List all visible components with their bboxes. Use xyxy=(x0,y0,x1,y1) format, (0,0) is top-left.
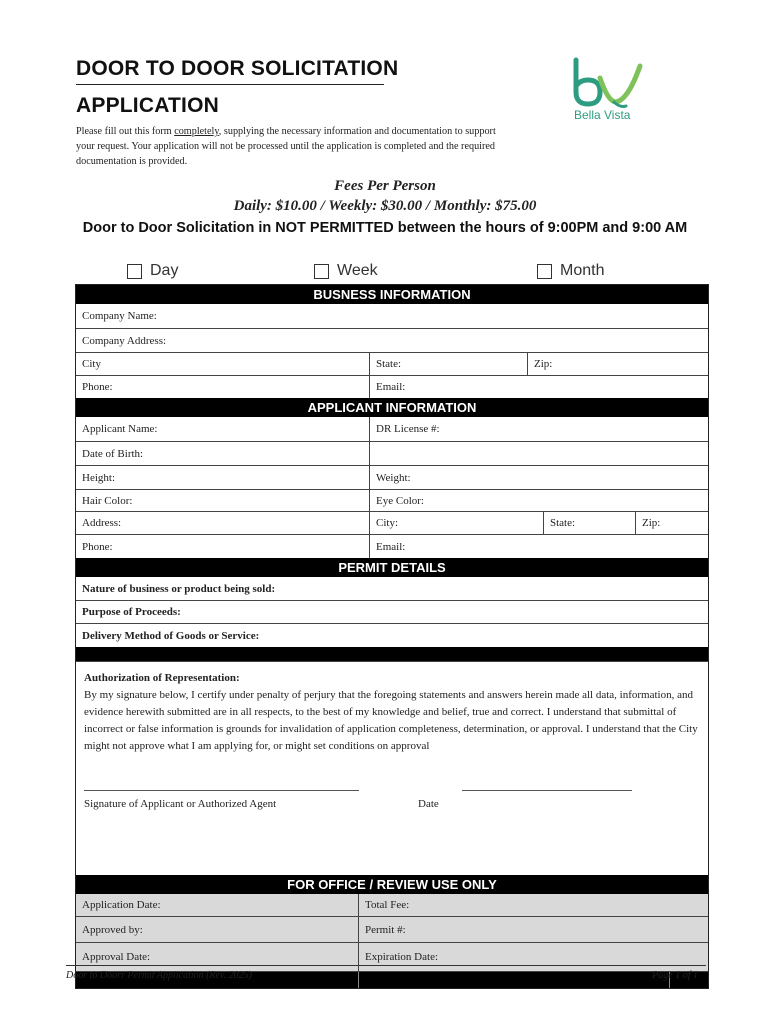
office-section-header: FOR OFFICE / REVIEW USE ONLY xyxy=(76,875,708,894)
intro-underlined: completely xyxy=(174,126,219,137)
business-phone-field[interactable]: Phone: xyxy=(82,381,113,393)
authorization-divider-bar xyxy=(76,647,708,661)
authorization-block xyxy=(76,661,708,875)
applicant-phone-field[interactable]: Phone: xyxy=(82,540,113,553)
permit-number-field[interactable]: Permit #: xyxy=(358,917,708,942)
applicant-city-field[interactable]: City: xyxy=(369,512,543,534)
intro-before: Please fill out this form xyxy=(76,126,175,137)
business-zip-field[interactable]: Zip: xyxy=(527,353,708,375)
nature-of-business-field[interactable]: Nature of business or product being sold: xyxy=(82,582,276,595)
page-title-line2: APPLICATION xyxy=(76,94,219,117)
option-month-label: Month xyxy=(560,262,605,279)
delivery-method-field[interactable]: Delivery Method of Goods or Service: xyxy=(82,629,260,642)
applicant-name-field[interactable]: Applicant Name: xyxy=(82,423,158,435)
intro-text xyxy=(76,124,496,169)
business-email-field[interactable]: Email: xyxy=(369,376,708,398)
option-week-label: Week xyxy=(337,262,378,279)
date-line[interactable] xyxy=(462,790,632,791)
empty-cell xyxy=(369,442,708,465)
fees-title: Fees Per Person xyxy=(334,178,436,194)
footer-page-number: Page 1 of 1 xyxy=(652,970,698,981)
checkbox-month[interactable] xyxy=(537,264,552,279)
logo-text: Bella Vista xyxy=(574,108,631,122)
footer-rule xyxy=(66,965,706,966)
applicant-zip-field[interactable]: Zip: xyxy=(635,512,708,534)
business-section-header: BUSNESS INFORMATION xyxy=(76,285,708,304)
authorization-heading: Authorization of Representation: xyxy=(84,672,240,684)
dr-license-field[interactable]: DR License #: xyxy=(369,417,708,441)
business-state-field[interactable]: State: xyxy=(369,353,527,375)
height-field[interactable]: Height: xyxy=(82,471,115,484)
checkbox-week[interactable] xyxy=(314,264,329,279)
footer-document-name: Door to Doorr Permit Application (Rev. 2025) xyxy=(66,970,252,981)
footer-bar-mid xyxy=(359,972,670,988)
option-day[interactable] xyxy=(127,262,178,280)
applicant-address-field[interactable]: Address: xyxy=(82,517,122,529)
permit-section-header: PERMIT DETAILS xyxy=(76,558,708,577)
application-form xyxy=(75,284,709,989)
company-name-field[interactable]: Company Name: xyxy=(82,310,157,322)
applicant-state-field[interactable]: State: xyxy=(543,512,635,534)
page-title-line1: DOOR TO DOOR SOLICITATION xyxy=(76,57,399,80)
approval-date-field[interactable]: Approval Date: xyxy=(82,951,151,963)
signature-line[interactable] xyxy=(84,790,359,791)
signature-label: Signature of Applicant or Authorized Agent xyxy=(84,798,277,810)
expiration-date-field[interactable]: Expiration Date: xyxy=(358,943,708,971)
applicant-email-field[interactable]: Email: xyxy=(369,535,708,558)
option-day-label: Day xyxy=(150,262,179,279)
hair-color-field[interactable]: Hair Color: xyxy=(82,494,133,507)
total-fee-field[interactable]: Total Fee: xyxy=(358,894,708,916)
fees-line: Daily: $10.00 / Weekly: $30.00 / Monthly: $75.00 xyxy=(233,198,537,214)
business-city-field[interactable]: City xyxy=(82,358,101,370)
application-date-field[interactable]: Application Date: xyxy=(82,899,161,911)
company-address-field[interactable]: Company Address: xyxy=(82,334,167,347)
hours-notice: Door to Door Solicitation in NOT PERMITTED between the hours of 9:00PM and 9:00 AM xyxy=(82,220,688,236)
option-week[interactable] xyxy=(314,262,378,280)
intro-after: , supplying the necessary information and documentation to support your request. Your application will not be processed until the application is completed and the required documentation is provided. xyxy=(76,126,496,167)
eye-color-field[interactable]: Eye Color: xyxy=(369,490,708,511)
approved-by-field[interactable]: Approved by: xyxy=(82,923,143,936)
date-label: Date xyxy=(418,798,439,810)
option-month[interactable] xyxy=(537,262,604,280)
date-of-birth-field[interactable]: Date of Birth: xyxy=(82,447,144,460)
checkbox-day[interactable] xyxy=(127,264,142,279)
authorization-text: By my signature below, I certify under penalty of perjury that the foregoing statements and answers herein made all data, information, and evidence herewith submitted are in all respects, to the best of my knowledge and belief, true and correct. I understand that submittal of incorrect or false information is grounds for invalidation of application completeness, determination, or approval. I understand that the City might not approve what I am applying for, or might set conditions on approval xyxy=(84,689,698,752)
purpose-of-proceeds-field[interactable]: Purpose of Proceeds: xyxy=(82,606,181,618)
title-underline xyxy=(76,84,384,85)
weight-field[interactable]: Weight: xyxy=(369,466,708,489)
applicant-section-header: APPLICANT INFORMATION xyxy=(76,398,708,417)
